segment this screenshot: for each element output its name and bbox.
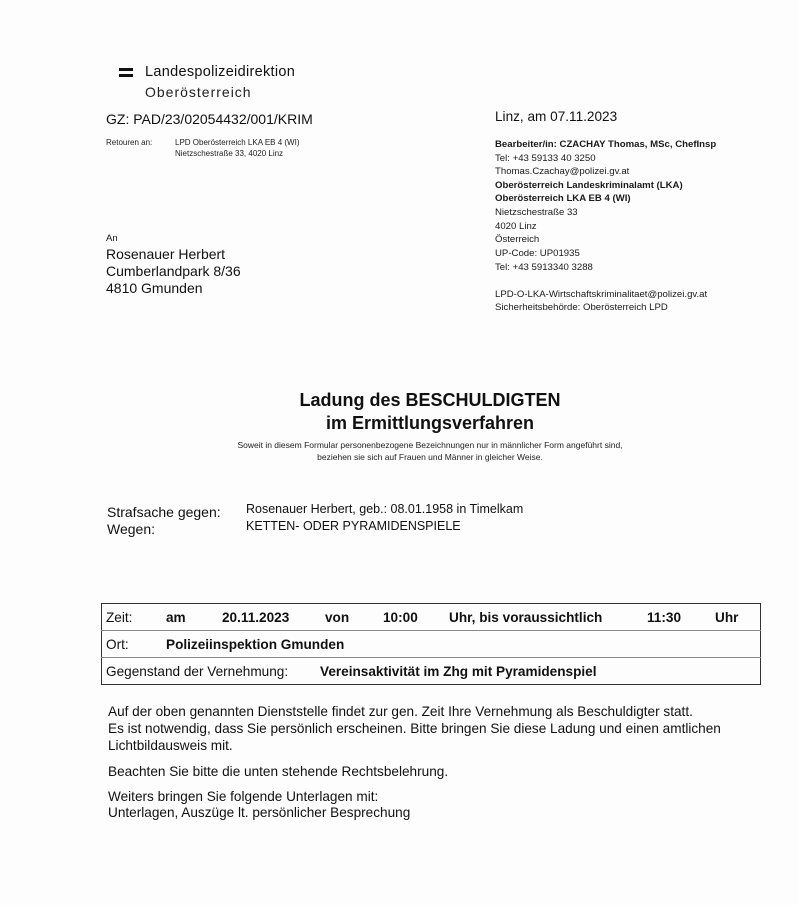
- body-p3-line2: Unterlagen, Auszüge lt. persönlicher Besprechung: [108, 805, 411, 820]
- subject-label: Gegenstand der Vernehmung:: [106, 663, 289, 679]
- start-time: 10:00: [383, 609, 418, 625]
- from-label: von: [325, 609, 350, 625]
- department-email: LPD-O-LKA-Wirtschaftskriminalitaet@polizei.gv.at: [495, 289, 708, 300]
- meeting-place: Polizeiinspektion Gmunden: [162, 631, 761, 658]
- place-label: Ort:: [102, 631, 163, 658]
- up-code: UP-Code: UP01935: [495, 248, 580, 259]
- recipient-name: Rosenauer Herbert: [106, 246, 226, 262]
- org-region: Oberösterreich: [145, 84, 252, 100]
- end-time: 11:30: [647, 609, 682, 625]
- meeting-date: 20.11.2023: [222, 609, 290, 625]
- date-prefix: am: [166, 609, 186, 625]
- gender-note-2: beziehen sie sich auf Frauen und Männer in gleicher Weise.: [317, 452, 543, 462]
- place-row: [102, 631, 761, 658]
- time-row: [102, 604, 761, 631]
- officer-tel: Tel: +43 59133 40 3250: [495, 153, 596, 164]
- case-reason-label: Wegen:: [107, 521, 155, 537]
- body-p2: Beachten Sie bitte die unten stehende Rechtsbelehrung.: [108, 764, 449, 779]
- department-1: Oberösterreich Landeskriminalamt (LKA): [495, 180, 683, 191]
- gender-note-1: Soweit in diesem Formular personenbezogene Bezeichnungen nur in männlicher Form angeführt sind,: [237, 440, 623, 450]
- authority: Sicherheitsbehörde: Oberösterreich LPD: [495, 302, 668, 313]
- return-line2: Nietzschestraße 33, 4020 Linz: [175, 149, 284, 158]
- body-p1-line2: Es ist notwendig, dass Sie persönlich erscheinen. Bitte bringen Sie diese Ladung und einen amtlichen: [108, 721, 721, 736]
- document-subtitle: im Ermittlungsverfahren: [325, 413, 535, 433]
- return-line1: LPD Oberösterreich LKA EB 4 (WI): [175, 138, 300, 147]
- department-street: Nietzschestraße 33: [495, 207, 578, 218]
- document-title: Ladung des BESCHULDIGTEN: [299, 390, 561, 410]
- subject-cell: [102, 658, 761, 685]
- meeting-subject: Vereinsaktivität im Zhg mit Pyramidenspiel: [320, 663, 597, 679]
- department-tel: Tel: +43 5913340 3288: [495, 262, 593, 273]
- recipient-label: An: [106, 233, 118, 244]
- time-label: Zeit:: [106, 609, 133, 625]
- case-against-label: Strafsache gegen:: [107, 504, 221, 520]
- place-date: Linz, am 07.11.2023: [495, 109, 618, 124]
- until-label: Uhr, bis voraussichtlich: [449, 609, 603, 625]
- department-city: 4020 Linz: [495, 221, 537, 232]
- police-logo-icon: [119, 68, 133, 77]
- body-p1-line3: Lichtbildausweis mit.: [108, 738, 233, 753]
- case-against-value: Rosenauer Herbert, geb.: 08.01.1958 in Timelkam: [246, 502, 524, 516]
- return-label: Retouren an:: [106, 138, 153, 147]
- reference-number: GZ: PAD/23/02054432/001/KRIM: [106, 111, 313, 127]
- recipient-city: 4810 Gmunden: [106, 280, 203, 296]
- body-p1-line1: Auf der oben genannten Dienststelle findet zur gen. Zeit Ihre Vernehmung als Beschuldigter statt.: [108, 704, 693, 719]
- org-name: Landespolizeidirektion: [145, 64, 296, 80]
- case-reason-value: KETTEN- ODER PYRAMIDENSPIELE: [246, 519, 461, 533]
- uhr-label: Uhr: [715, 609, 739, 625]
- body-p3-line1: Weiters bringen Sie folgende Unterlagen mit:: [108, 789, 379, 804]
- officer-email: Thomas.Czachay@polizei.gv.at: [495, 166, 630, 177]
- officer: Bearbeiter/in: CZACHAY Thomas, MSc, ChefInsp: [495, 139, 717, 150]
- subject-row: [102, 658, 761, 685]
- summons-details-table: [101, 603, 761, 685]
- recipient-street: Cumberlandpark 8/36: [106, 263, 241, 279]
- department-country: Österreich: [495, 234, 540, 245]
- department-2: Oberösterreich LKA EB 4 (WI): [495, 193, 631, 204]
